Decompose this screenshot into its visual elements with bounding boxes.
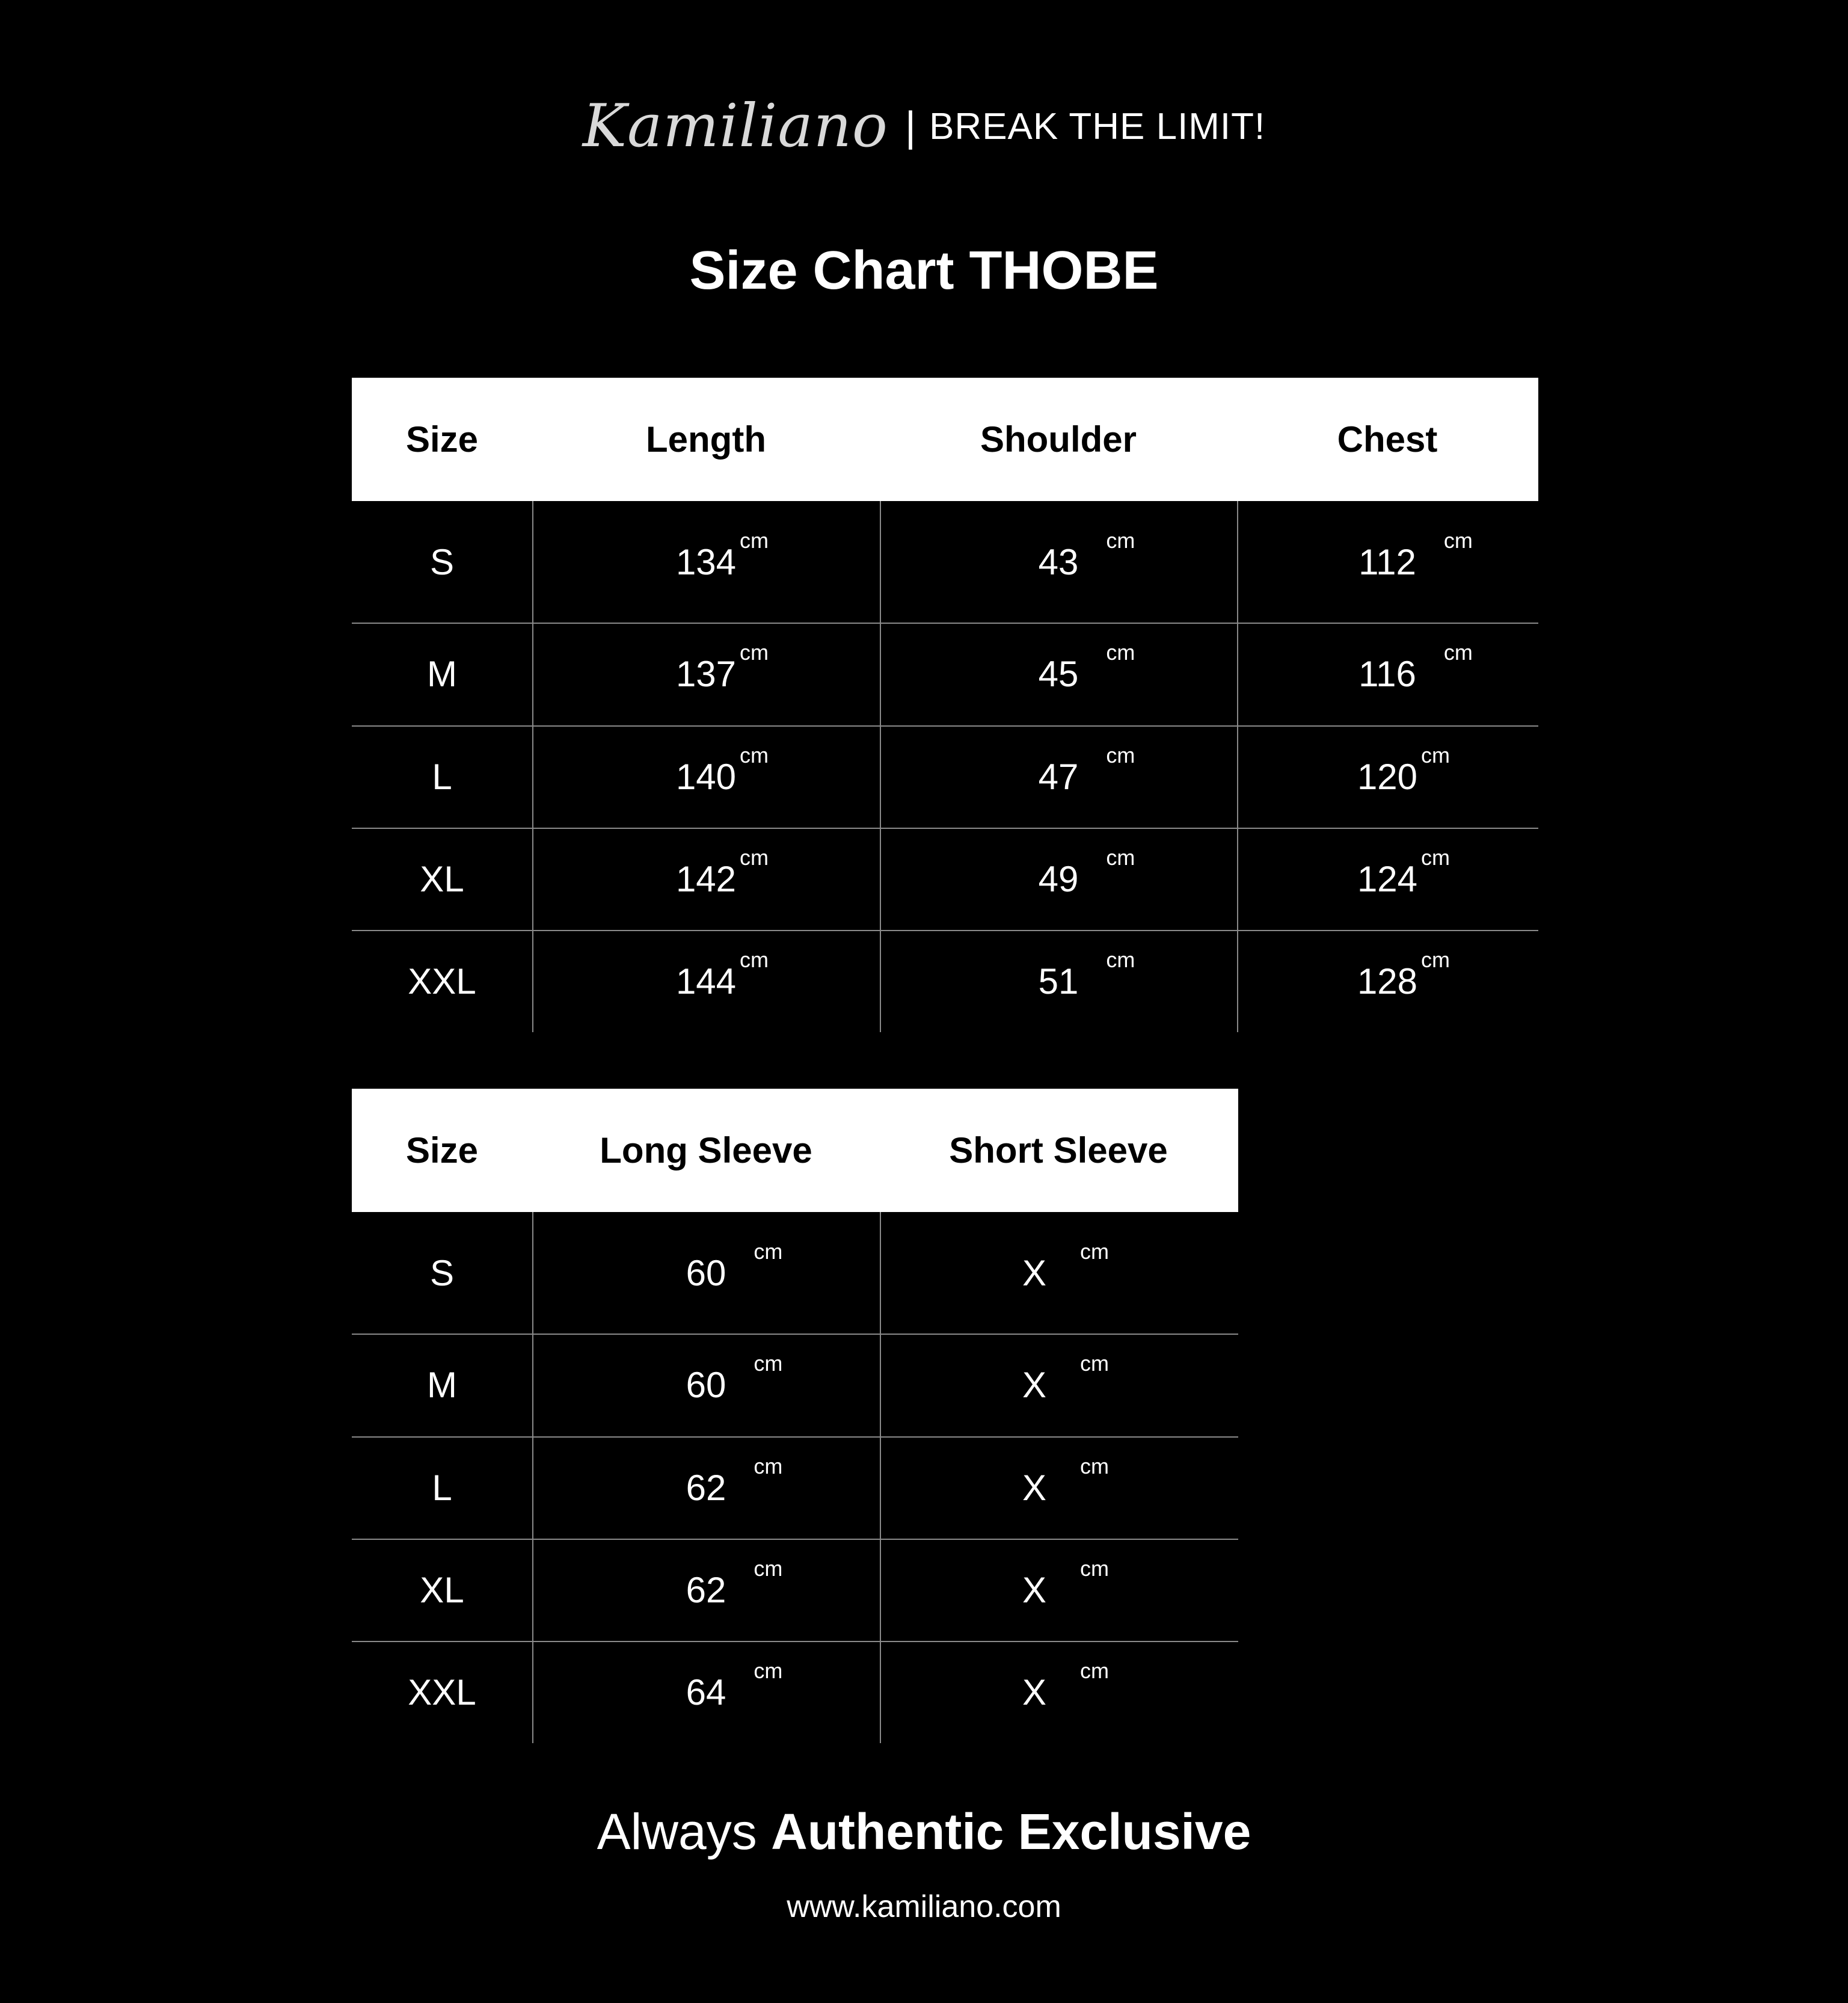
unit-label: cm (740, 640, 769, 665)
table-header (352, 1089, 1238, 1212)
unit-label: cm (754, 1238, 783, 1264)
unit-label: cm (1421, 845, 1450, 870)
cell-long-sleeve: 60 cm (686, 1238, 783, 1293)
table-row (352, 1212, 1238, 1334)
unit-label: cm (1443, 640, 1473, 665)
unit-label: cm (740, 742, 769, 768)
unit-label: cm (1080, 1555, 1110, 1581)
unit-label: cm (754, 1555, 783, 1581)
cell-long-sleeve: 64 cm (686, 1658, 783, 1712)
unit-label: cm (1106, 640, 1135, 665)
unit-label: cm (740, 528, 769, 553)
cell-long-sleeve: 60 cm (686, 1351, 783, 1405)
cell-shoulder: 49 cm (1038, 845, 1135, 899)
header-shoulder: Shoulder (980, 419, 1137, 460)
cell-short-sleeve: X cm (1022, 1238, 1110, 1293)
cell-size: S (429, 541, 455, 582)
cell-short-sleeve: X cm (1022, 1555, 1110, 1610)
cell-size: S (429, 1252, 455, 1293)
cell-shoulder: 51 cm (1038, 947, 1135, 1002)
table-row (352, 501, 1538, 623)
cell-chest: 116 cm (1358, 640, 1473, 694)
slogan-light: Always (597, 1803, 757, 1860)
brand-separator: | (904, 103, 916, 150)
unit-label: cm (1106, 947, 1135, 972)
header-chest: Chest (1337, 419, 1438, 460)
cell-long-sleeve: 62 cm (686, 1555, 783, 1610)
header-long-sleeve: Long Sleeve (600, 1130, 812, 1171)
header-size: Size (405, 1130, 479, 1171)
table-row (352, 1334, 1238, 1436)
table-header (352, 378, 1538, 501)
table-row (352, 1539, 1238, 1641)
cell-chest: 120 cm (1357, 742, 1450, 797)
cell-length: 134 cm (675, 528, 769, 582)
unit-label: cm (754, 1453, 783, 1478)
cell-shoulder: 43 cm (1038, 528, 1135, 582)
sleeve-table-body (352, 1089, 1238, 1743)
footer-slogan (0, 1798, 1848, 1865)
unit-label: cm (1080, 1351, 1110, 1376)
cell-chest: 112 cm (1358, 528, 1473, 582)
cell-short-sleeve: X cm (1022, 1658, 1110, 1712)
table-row (352, 1641, 1238, 1743)
header-length: Length (646, 419, 766, 460)
table-row (352, 725, 1538, 828)
unit-label: cm (1106, 742, 1135, 768)
unit-label: cm (740, 845, 769, 870)
cell-size: XXL (408, 1672, 476, 1712)
size-table-body (352, 378, 1538, 1032)
cell-length: 142 cm (675, 845, 769, 899)
unit-label: cm (1080, 1453, 1110, 1478)
unit-label: cm (1443, 528, 1473, 553)
cell-short-sleeve: X cm (1022, 1453, 1110, 1508)
cell-length: 144 cm (675, 947, 769, 1002)
cell-size: XL (420, 858, 464, 899)
cell-shoulder: 45 cm (1038, 640, 1135, 694)
cell-size: L (432, 756, 452, 797)
cell-size: XL (420, 1569, 464, 1610)
brand-tagline: BREAK THE LIMIT! (929, 105, 1266, 147)
cell-length: 137 cm (675, 640, 769, 694)
header-size: Size (405, 419, 479, 460)
unit-label: cm (1106, 845, 1135, 870)
unit-label: cm (740, 947, 769, 972)
unit-label: cm (1421, 947, 1450, 972)
unit-label: cm (1421, 742, 1450, 768)
unit-label: cm (754, 1351, 783, 1376)
cell-chest: 128 cm (1357, 947, 1450, 1002)
table-row (352, 930, 1538, 1032)
cell-size: XXL (408, 961, 476, 1002)
page-title: Size Chart THOBE (689, 241, 1159, 301)
brand-logo: Kamiliano (582, 92, 888, 161)
brand-header (0, 84, 1848, 168)
unit-label: cm (1106, 528, 1135, 553)
slogan-bold: Authentic Exclusive (771, 1803, 1251, 1860)
cell-size: L (432, 1467, 452, 1508)
cell-size: M (427, 654, 457, 694)
table-row (352, 1436, 1238, 1539)
unit-label: cm (1080, 1658, 1110, 1683)
cell-short-sleeve: X cm (1022, 1351, 1110, 1405)
cell-size: M (427, 1365, 457, 1405)
cell-long-sleeve: 62 cm (686, 1453, 783, 1508)
unit-label: cm (1080, 1238, 1110, 1264)
table-row (352, 623, 1538, 725)
header-short-sleeve: Short Sleeve (949, 1130, 1168, 1171)
cell-shoulder: 47 cm (1038, 742, 1135, 797)
unit-label: cm (754, 1658, 783, 1683)
table-row (352, 828, 1538, 930)
cell-chest: 124 cm (1357, 845, 1450, 899)
cell-length: 140 cm (675, 742, 769, 797)
website-link[interactable]: www.kamiliano.com (787, 1889, 1061, 1924)
